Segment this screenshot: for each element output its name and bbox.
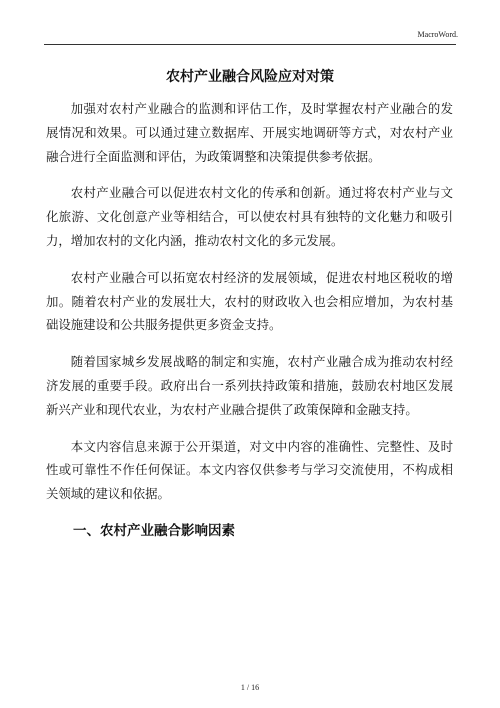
paragraph-5: 本文内容信息来源于公开渠道，对文中内容的准确性、完整性、及时性或可靠性不作任何保证。本文内容仅供参考与学习交流使用，不构成相关领域的建议和依据。 <box>46 438 453 502</box>
header-brand: MacroWord. <box>417 30 458 39</box>
paragraph-3: 农村产业融合可以拓宽农村经济的发展领域，促进农村地区税收的增加。随着农村产业的发展壮大，农村的财政收入也会相应增加，为农村基础设施建设和公共服务提供更多资金支持。 <box>46 269 453 333</box>
page-number: 1 / 16 <box>240 683 260 692</box>
document-body <box>46 97 453 543</box>
paragraph-4: 随着国家城乡发展战略的制定和实施，农村产业融合成为推动农村经济发展的重要手段。政府出台一系列扶持政策和措施，鼓励农村地区发展新兴产业和现代农业，为农村产业融合提供了政策保障和金融支持。 <box>46 354 453 417</box>
paragraph-2: 农村产业融合可以促进农村文化的传承和创新。通过将农村产业与文化旅游、文化创意产业等相结合，可以使农村具有独特的文化魅力和吸引力，增加农村的文化内涵，推动农村文化的多元发展。 <box>46 185 453 248</box>
paragraph-1: 加强对农村产业融合的监测和评估工作，及时掌握农村产业融合的发展情况和效果。可以通过建立数据库、开展实地调研等方式，对农村产业融合进行全面监测和评估，为政策调整和决策提供参考依据。 <box>46 101 453 164</box>
header-divider <box>44 44 456 45</box>
section-heading: 一、农村产业融合影响因素 <box>73 522 235 539</box>
document-title: 农村产业融合风险应对对策 <box>166 69 334 85</box>
